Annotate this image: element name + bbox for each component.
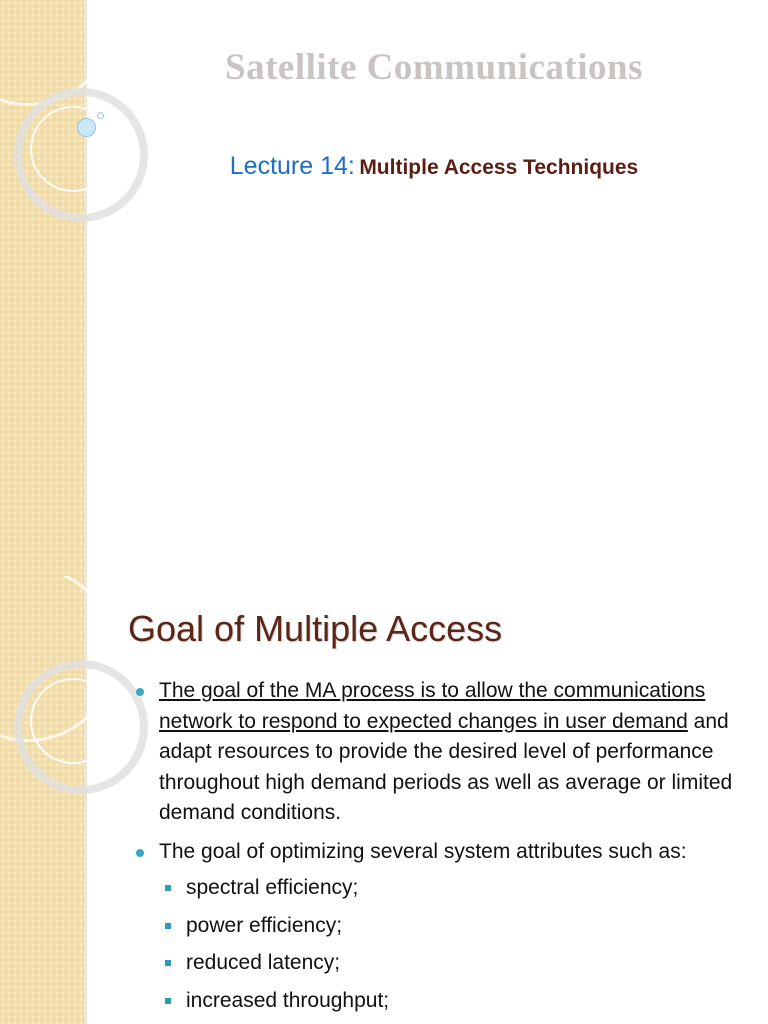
presentation-title: Satellite Communications — [225, 47, 643, 88]
bullet-list — [132, 676, 752, 1024]
sub-bullet-list — [159, 873, 752, 1016]
decorative-bubble-small — [97, 112, 104, 119]
bullet-item — [132, 837, 752, 1017]
bullet-text: and adapt resources to provide the desired level of performance throughout high demand periods as well as average or limited demand conditions. — [159, 709, 733, 824]
sidebar-edge — [84, 0, 87, 576]
decorative-ring-inner — [30, 678, 116, 764]
sub-bullet-item: reduced latency; — [163, 948, 752, 979]
sub-bullet-item: increased throughput; — [163, 986, 752, 1017]
bullet-item — [132, 676, 752, 829]
decorative-bubble-large — [77, 118, 96, 137]
content-slide — [0, 576, 768, 1024]
bullet-text: The goal of optimizing several system attributes such as: — [159, 839, 687, 863]
lecture-topic: Multiple Access Techniques — [359, 156, 639, 179]
lecture-number: Lecture 14: — [229, 152, 355, 180]
sub-bullet-item: power efficiency; — [163, 911, 752, 942]
lecture-subtitle — [100, 152, 768, 181]
sub-bullet-item: spectral efficiency; — [163, 873, 752, 904]
slide-heading: Goal of Multiple Access — [128, 608, 503, 649]
underlined-text: The goal of the MA process is to allow the communications network to respond to expected changes in user demand — [159, 679, 706, 733]
